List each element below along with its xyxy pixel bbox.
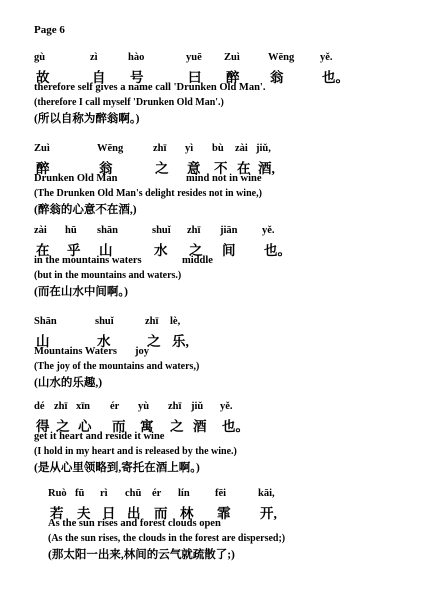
hanzi-character: 曰	[188, 70, 202, 85]
pinyin-syllable: Ruò	[48, 488, 67, 499]
pinyin-syllable: yě.	[320, 52, 333, 63]
hanzi-character: 心	[78, 419, 92, 434]
hanzi-character: 也。	[322, 70, 349, 85]
hanzi-character: 林	[180, 506, 194, 521]
hanzi-character: 之	[189, 243, 203, 258]
english-translation: (therefore I call myself 'Drunken Old Man'.)	[34, 97, 224, 108]
hanzi-character: 也。	[264, 243, 291, 258]
hanzi-character: 得	[36, 419, 50, 434]
word-gloss: Drunken Old Man	[34, 173, 118, 184]
hanzi-character: 间	[222, 243, 236, 258]
pinyin-syllable: fū	[75, 488, 85, 499]
hanzi-character: 之	[170, 419, 184, 434]
hanzi-character: 开,	[260, 506, 277, 521]
chinese-paraphrase: (而在山水中间啊。)	[34, 286, 128, 298]
pinyin-syllable: rì	[100, 488, 108, 499]
pinyin-syllable: Shān	[34, 316, 57, 327]
pinyin-syllable: gù	[34, 52, 46, 63]
pinyin-syllable: Wēng	[97, 143, 124, 154]
word-gloss: joy	[135, 346, 149, 357]
pinyin-syllable: xīn	[76, 401, 91, 412]
hanzi-character: 乎	[67, 243, 81, 258]
hanzi-character: 若	[50, 506, 64, 521]
hanzi-character: 翁	[270, 70, 284, 85]
hanzi-character: 出	[127, 506, 141, 521]
hanzi-character: 故	[36, 70, 50, 85]
word-gloss: get it heart and reside it wine	[34, 431, 165, 442]
word-gloss: in the mountains waters	[34, 255, 142, 266]
pinyin-syllable: zhī	[153, 143, 167, 154]
pinyin-syllable: chū	[125, 488, 142, 499]
hanzi-character: 之	[155, 161, 169, 176]
hanzi-character: 日	[102, 506, 116, 521]
hanzi-character: 山	[36, 334, 50, 349]
pinyin-syllable: Zuì	[34, 143, 50, 154]
hanzi-character: 自	[92, 70, 106, 85]
pinyin-syllable: kāi,	[258, 488, 275, 499]
word-gloss: middle	[182, 255, 213, 266]
chinese-paraphrase: (所以自称为醉翁啊。)	[34, 113, 140, 125]
pinyin-syllable: zhī	[145, 316, 159, 327]
pinyin-syllable: yě.	[262, 225, 275, 236]
hanzi-character: 酒	[193, 419, 207, 434]
pinyin-syllable: jiǔ,	[256, 143, 271, 154]
hanzi-character: 在	[237, 161, 251, 176]
pinyin-syllable: lè,	[170, 316, 181, 327]
hanzi-character: 乐,	[172, 334, 189, 349]
english-translation: (The Drunken Old Man's delight resides not in wine,)	[34, 188, 262, 199]
pinyin-syllable: yù	[138, 401, 150, 412]
pinyin-syllable: fēi	[215, 488, 227, 499]
pinyin-syllable: zhī	[168, 401, 182, 412]
hanzi-character: 而	[154, 506, 168, 521]
pinyin-syllable: zhī	[54, 401, 68, 412]
hanzi-character: 不	[214, 161, 228, 176]
chinese-paraphrase: (山水的乐趣,)	[34, 377, 103, 389]
hanzi-character: 醉	[36, 161, 50, 176]
pinyin-syllable: zài	[235, 143, 248, 154]
english-translation: (The joy of the mountains and waters,)	[34, 361, 200, 372]
pinyin-syllable: jiǔ	[191, 401, 204, 412]
hanzi-character: 水	[97, 334, 111, 349]
hanzi-character: 酒,	[258, 161, 275, 176]
hanzi-character: 水	[154, 243, 168, 258]
word-gloss: As the sun rises and forest clouds open	[48, 518, 221, 529]
pinyin-syllable: bù	[212, 143, 224, 154]
pinyin-syllable: jiān	[220, 225, 238, 236]
chinese-paraphrase: (是从心里领略到,寄托在酒上啊。)	[34, 462, 200, 474]
pinyin-syllable: dé	[34, 401, 45, 412]
hanzi-character: 霏	[217, 506, 231, 521]
hanzi-character: 醉	[226, 70, 240, 85]
pinyin-syllable: yì	[185, 143, 194, 154]
pinyin-syllable: lín	[178, 488, 190, 499]
word-gloss: Mountains Waters	[34, 346, 117, 357]
hanzi-character: 夫	[77, 506, 91, 521]
english-translation: (but in the mountains and waters.)	[34, 270, 182, 281]
page-label: Page 6	[34, 24, 65, 36]
hanzi-character: 在	[36, 243, 50, 258]
pinyin-syllable: shān	[97, 225, 119, 236]
pinyin-syllable: zhī	[187, 225, 201, 236]
chinese-paraphrase: (醉翁的心意不在酒,)	[34, 204, 137, 216]
word-gloss: mind not in wine	[186, 173, 262, 184]
pinyin-syllable: yuē	[186, 52, 202, 63]
hanzi-character: 翁	[99, 161, 113, 176]
pinyin-syllable: shuǐ	[152, 225, 171, 236]
hanzi-character: 山	[99, 243, 113, 258]
pinyin-syllable: hào	[128, 52, 145, 63]
pinyin-syllable: Zuì	[224, 52, 240, 63]
hanzi-character: 意	[187, 161, 201, 176]
pinyin-syllable: zì	[90, 52, 98, 63]
pinyin-syllable: yě.	[220, 401, 233, 412]
hanzi-character: 而	[112, 419, 126, 434]
pinyin-syllable: shuǐ	[95, 316, 114, 327]
pinyin-syllable: hū	[65, 225, 77, 236]
hanzi-character: 寓	[140, 419, 154, 434]
word-gloss: therefore self gives a name call 'Drunken Old Man'.	[34, 82, 266, 93]
english-translation: (As the sun rises, the clouds in the forest are dispersed;)	[48, 533, 286, 544]
hanzi-character: 之	[56, 419, 70, 434]
chinese-paraphrase: (那太阳一出来,林间的云气就疏散了;)	[48, 549, 235, 561]
hanzi-character: 也。	[222, 419, 249, 434]
hanzi-character: 号	[130, 70, 144, 85]
hanzi-character: 之	[147, 334, 161, 349]
pinyin-syllable: Wēng	[268, 52, 295, 63]
english-translation: (I hold in my heart and is released by the wine.)	[34, 446, 237, 457]
pinyin-syllable: ér	[110, 401, 120, 412]
pinyin-syllable: zài	[34, 225, 47, 236]
pinyin-syllable: ér	[152, 488, 162, 499]
